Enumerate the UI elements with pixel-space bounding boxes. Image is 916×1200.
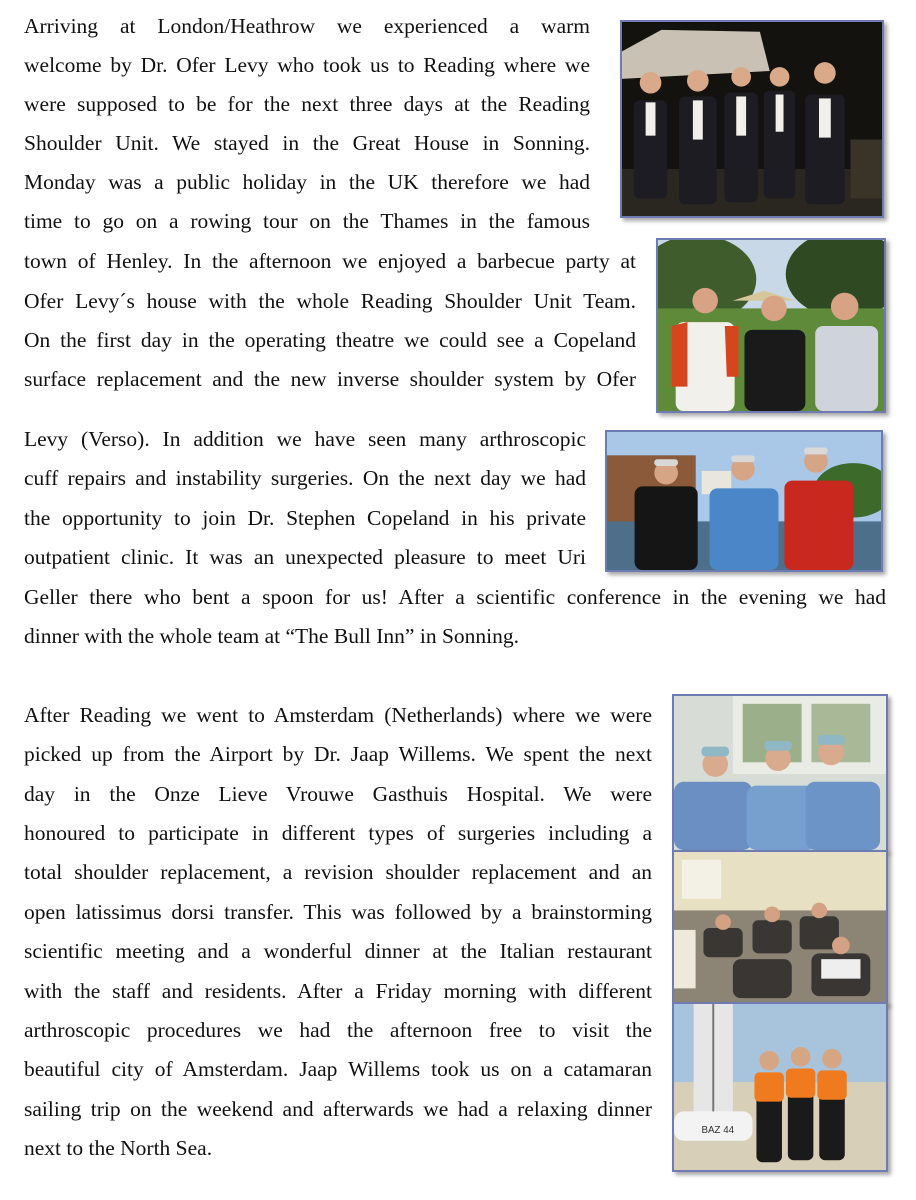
text-line: next to the North Sea. [24,1136,213,1160]
text-line: outpatient clinic. It was an unexpected pleasure to meet Uri [24,545,586,569]
photo-garden-party [656,238,886,413]
boat-sail-number: BAZ 44 [701,1124,735,1136]
text-line: open latissimus dorsi transfer. This was followed by a brainstorming [24,900,652,924]
text-line: welcome by Dr. Ofer Levy who took us to Reading where we [24,53,590,77]
text-line: On the first day in the operating theatre we could see a Copeland [24,328,636,352]
text-line: the opportunity to join Dr. Stephen Copeland in his private [24,506,586,530]
photo-riverside [605,430,883,572]
text-line: sailing trip on the weekend and afterwards we had a relaxing dinner [24,1097,652,1121]
text-line: cuff repairs and instability surgeries. On the next day we had [24,466,586,490]
text-line: Shoulder Unit. We stayed in the Great House in Sonning. [24,131,590,155]
photo-catamaran-beach [672,1002,888,1172]
text-line: Levy (Verso). In addition we have seen many arthroscopic [24,427,586,451]
text-line: Geller there who bent a spoon for us! After a scientific conference in the evening we had [24,585,886,609]
text-line: with the staff and residents. After a Friday morning with different [24,979,652,1003]
text-line: Arriving at London/Heathrow we experienced a warm [24,14,590,38]
text-line: picked up from the Airport by Dr. Jaap Willems. We spent the next [24,742,652,766]
text-line: Monday was a public holiday in the UK therefore we had [24,170,590,194]
text-line: arthroscopic procedures we had the afternoon free to visit the [24,1018,652,1042]
photo-surgeons-scrubs [672,694,888,852]
text-line: total shoulder replacement, a revision shoulder replacement and an [24,860,652,884]
photo-group-night-suits [620,20,884,218]
photo-meeting-room [672,850,888,1005]
text-line: town of Henley. In the afternoon we enjoyed a barbecue party at [24,249,636,273]
text-line: time to go on a rowing tour on the Thames in the famous [24,209,590,233]
text-line: day in the Onze Lieve Vrouwe Gasthuis Hospital. We were [24,782,652,806]
text-line: were supposed to be for the next three days at the Reading [24,92,590,116]
text-line: Ofer Levy´s house with the whole Reading Shoulder Unit Team. [24,289,636,313]
text-line: scientific meeting and a wonderful dinner at the Italian restaurant [24,939,652,963]
text-line: surface replacement and the new inverse shoulder system by Ofer [24,367,636,391]
text-line: beautiful city of Amsterdam. Jaap Willems took us on a catamaran [24,1057,652,1081]
text-line: dinner with the whole team at “The Bull Inn” in Sonning. [24,624,519,648]
text-line: honoured to participate in different types of surgeries including a [24,821,652,845]
text-line: After Reading we went to Amsterdam (Netherlands) where we were [24,703,652,727]
